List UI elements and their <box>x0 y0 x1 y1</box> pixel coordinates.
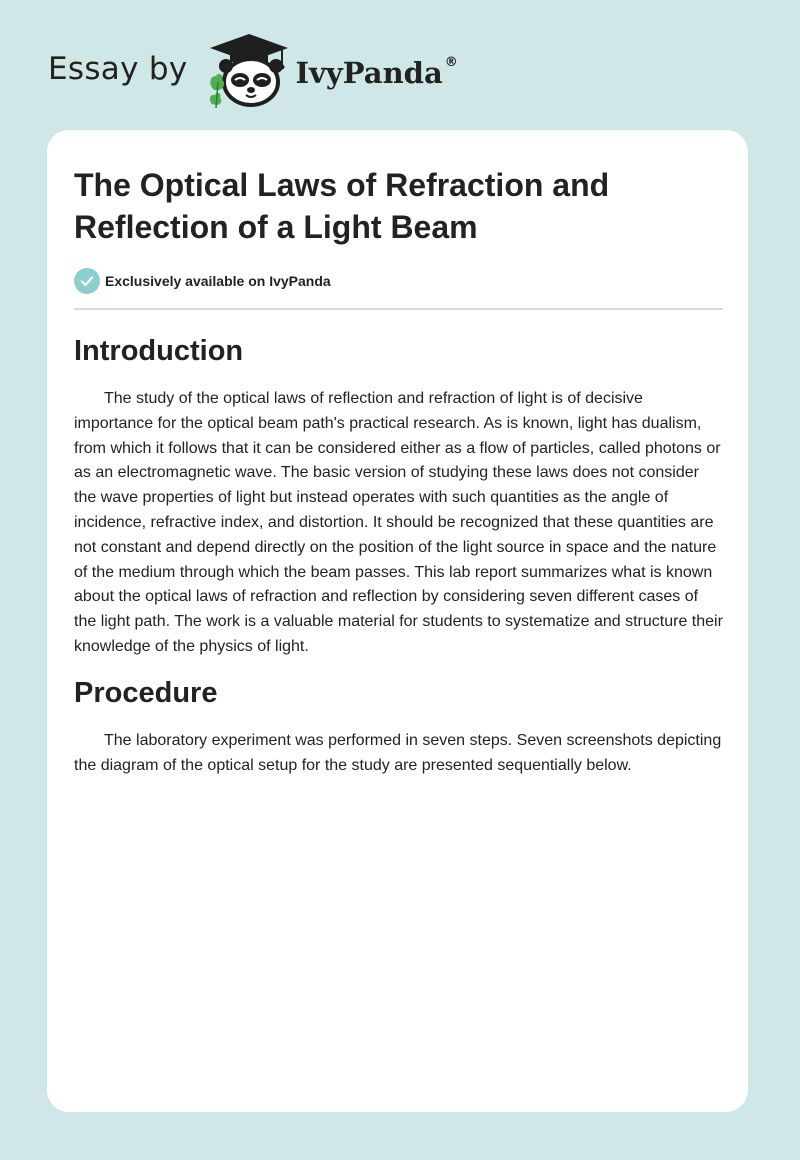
brand-name-text: IvyPanda <box>295 56 443 90</box>
section-paragraph-introduction: The study of the optical laws of reflection and refraction of light is of decisive importance for the optical beam path's practical research. As is known, light has dualism, from which it follows that it can be considered either as a flow of particles, called photons or as an electromagnetic wave. The basic version of studying these laws does not consider the wave properties of light but instead operates with such quantities as the angle of incidence, refractive index, and distortion. It should be recognized that these quantities are not constant and depend directly on the position of the light source in space and the nature of the medium through which the beam passes. This lab report summarizes what is known about the optical laws of refraction and reflection by considering seven different cases of the light path. The work is a valuable material for students to systematize and structure their knowledge of the physics of light. <box>74 390 723 655</box>
exclusive-label: Exclusively available on IvyPanda <box>105 273 331 289</box>
registered-mark: ® <box>444 55 458 71</box>
panda-graduate-logo-icon[interactable] <box>206 32 292 108</box>
section-heading-introduction: Introduction <box>74 335 244 367</box>
checkmark-icon <box>74 268 100 294</box>
brand-name[interactable] <box>296 56 458 90</box>
section-paragraph-procedure: The laboratory experiment was performed in seven steps. Seven screenshots depicting the diagram of the optical setup for the study are presented sequentially below. <box>74 731 722 774</box>
exclusive-badge <box>74 267 723 295</box>
divider <box>74 308 723 310</box>
section-heading-procedure: Procedure <box>74 676 218 709</box>
site-header <box>48 30 458 110</box>
essay-content <box>74 130 723 778</box>
essay-title: The Optical Laws of Refraction and Reflection of a Light Beam <box>74 167 610 245</box>
essay-card <box>47 130 748 1112</box>
essay-by-label: Essay by <box>48 51 188 87</box>
